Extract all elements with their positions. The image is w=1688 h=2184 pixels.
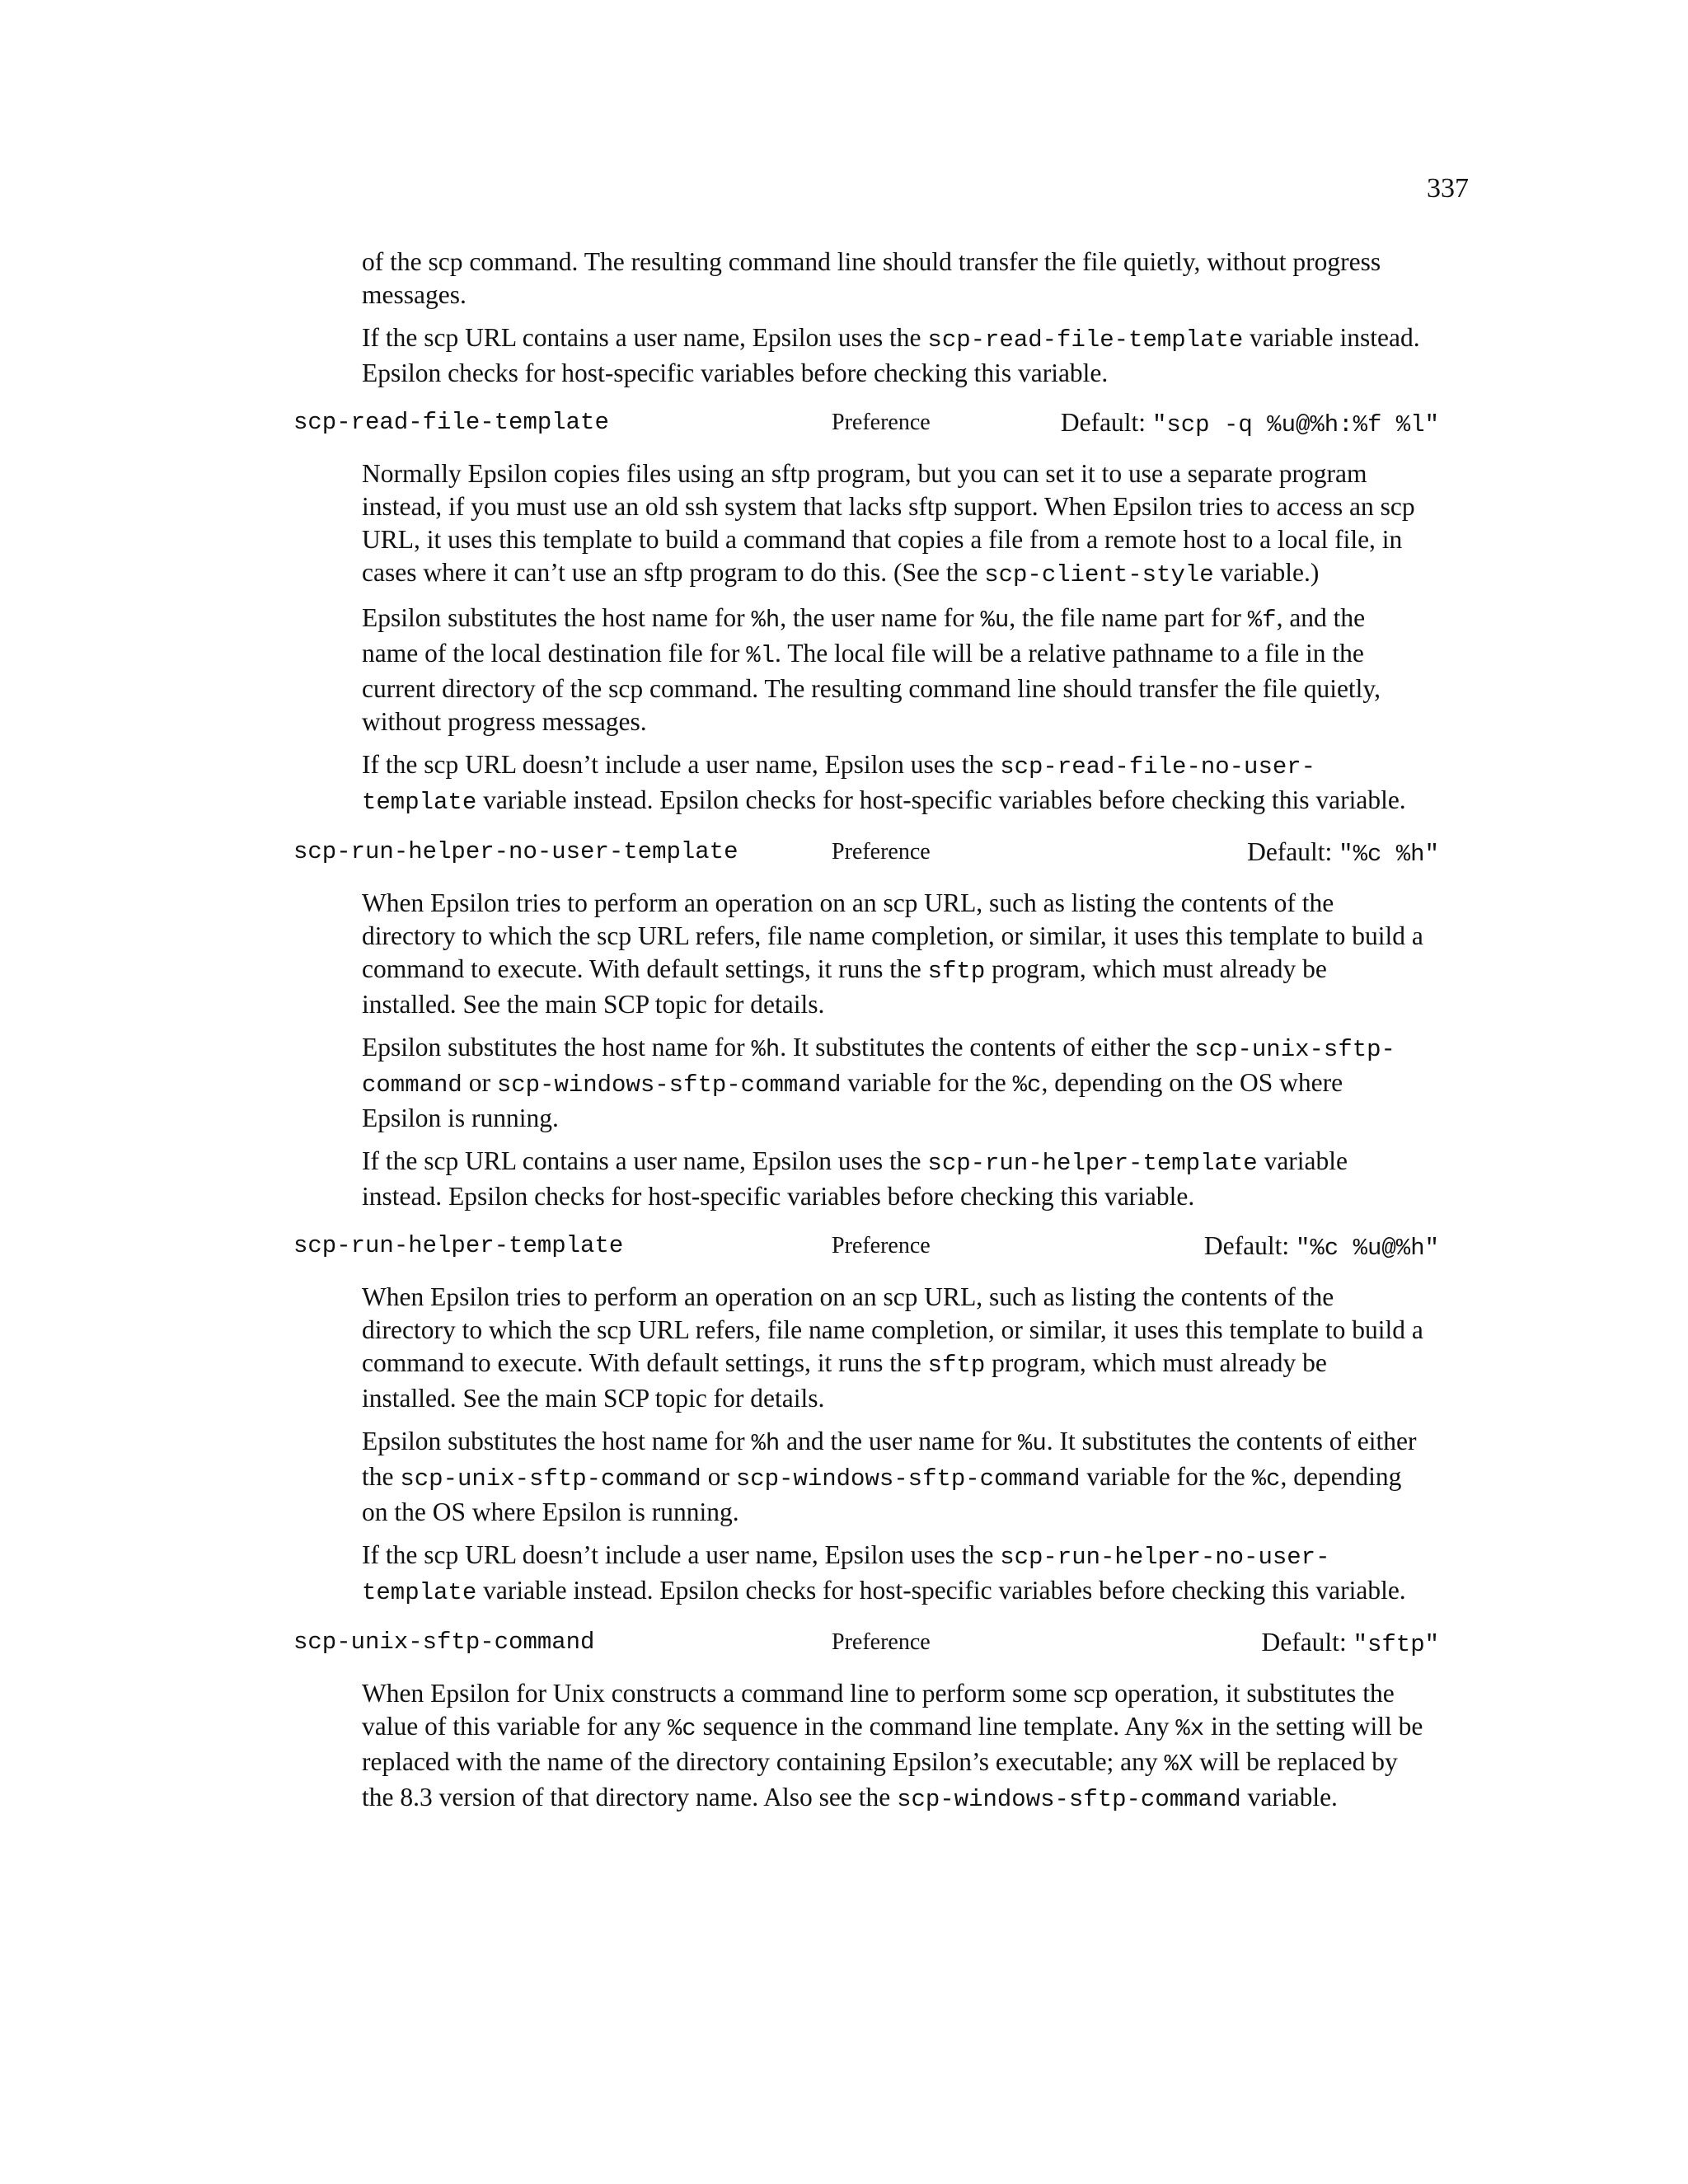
inline-code: %x <box>1175 1715 1205 1742</box>
body-paragraph <box>362 1145 1425 1213</box>
default-value <box>1061 406 1439 442</box>
body-paragraph <box>362 748 1425 819</box>
text-run: program, which must already be installed. See the main SCP topic for details. <box>362 1348 1327 1413</box>
default-value <box>1204 1230 1439 1265</box>
inline-code: scp-run-helper-template <box>927 1150 1258 1177</box>
variable-name: scp-run-helper-template <box>293 1232 624 1259</box>
text-run: Epsilon substitutes the host name for <box>362 1033 752 1062</box>
default-label: Default: <box>1203 1231 1296 1260</box>
variable-entry-header <box>293 1626 1439 1659</box>
inline-code: scp-windows-sftp-command <box>496 1071 842 1099</box>
body-paragraph <box>362 602 1425 738</box>
variable-name: scp-read-file-template <box>293 409 609 436</box>
inline-code: sftp <box>927 1352 986 1379</box>
text-run: of the scp command. The resulting command line should transfer the file quietly, without progress messages. <box>362 247 1381 309</box>
inline-code: %h <box>751 1430 781 1457</box>
inline-code: scp-windows-sftp-command <box>897 1786 1241 1813</box>
page-number: 337 <box>1427 173 1469 204</box>
text-run: variable. <box>1240 1783 1338 1811</box>
inline-code: %X <box>1164 1750 1193 1778</box>
text-run: variable instead. Epsilon checks for host-specific variables before checking this variable. <box>476 1576 1406 1605</box>
text-run: If the scp URL contains a user name, Epsilon uses the <box>362 323 928 352</box>
default-value-code: "sftp" <box>1353 1631 1439 1658</box>
default-value-code: "scp -q %u@%h:%f %l" <box>1151 411 1439 438</box>
text-run: If the scp URL doesn’t include a user name, Epsilon uses the <box>362 750 1001 779</box>
text-run: When Epsilon tries to perform an operation on an scp URL, such as listing the contents of the directory to which the scp URL refers, file name completion, or similar, it uses this template to build a command to execute. With default settings, it runs the <box>362 1282 1423 1377</box>
inline-code: sftp <box>927 958 986 985</box>
variable-kind: Preference <box>832 410 931 435</box>
inline-code: %u <box>1017 1430 1047 1457</box>
variable-entry-header <box>293 836 1439 869</box>
text-run: variable.) <box>1213 558 1320 587</box>
text-run: will be replaced by the 8.3 version of that directory name. Also see the <box>362 1747 1398 1811</box>
inline-code: %u <box>980 607 1010 634</box>
page-content <box>293 246 1439 1826</box>
text-run: variable instead. Epsilon checks for host-specific variables before checking this variable. <box>362 323 1420 387</box>
variable-kind: Preference <box>832 839 931 865</box>
text-run: sequence in the command line template. Any <box>696 1712 1176 1741</box>
default-value-code: "%c %h" <box>1339 841 1439 868</box>
body-paragraph <box>362 1031 1425 1135</box>
text-run: . It substitutes the contents of either the <box>780 1033 1195 1062</box>
variable-name: scp-unix-sftp-command <box>293 1629 595 1656</box>
inline-code: scp-read-file-template <box>927 326 1244 354</box>
text-run: program, which must already be installed. See the main SCP topic for details. <box>362 954 1327 1019</box>
default-value <box>1261 1626 1439 1661</box>
inline-code: %c <box>1012 1071 1042 1099</box>
text-run: If the scp URL contains a user name, Epsilon uses the <box>362 1146 928 1175</box>
inline-code: scp-unix-sftp-command <box>400 1465 701 1493</box>
default-value-code: "%c %u@%h" <box>1295 1235 1439 1262</box>
inline-code: scp-run-helper-no-user-template <box>362 1544 1330 1606</box>
inline-code: %c <box>1251 1465 1281 1493</box>
text-run: and the user name for <box>780 1427 1018 1455</box>
text-run: , depending on the OS where Epsilon is running. <box>362 1068 1343 1132</box>
body-paragraph <box>362 1539 1425 1610</box>
body-paragraph <box>362 1425 1425 1529</box>
body-paragraph <box>362 1281 1425 1415</box>
text-run: When Epsilon for Unix constructs a command line to perform some scp operation, it substitutes the value of this variable for any <box>362 1679 1395 1741</box>
text-run: , and the name of the local destination file for <box>362 603 1366 668</box>
default-label: Default: <box>1261 1628 1353 1657</box>
variable-name: scp-run-helper-no-user-template <box>293 838 738 865</box>
body-paragraph <box>362 887 1425 1021</box>
text-run: Epsilon substitutes the host name for <box>362 603 752 632</box>
inline-code: scp-read-file-no-user-template <box>362 753 1316 816</box>
text-run: variable for the <box>841 1068 1013 1097</box>
text-run: or <box>701 1462 736 1491</box>
body-paragraph <box>362 246 1425 312</box>
text-run: variable for the <box>1080 1462 1252 1491</box>
default-value <box>1247 836 1439 871</box>
variable-kind: Preference <box>832 1629 931 1655</box>
text-run: Normally Epsilon copies files using an sftp program, but you can set it to use a separate program instead, if you must use an old ssh system that lacks sftp support. When Epsilon tries to access an scp URL, it uses this template to build a command that copies a file from a remote host to a local file, in cases where it can’t use an sftp program to do this. (See the <box>362 459 1415 587</box>
text-run: . The local file will be a relative pathname to a file in the current directory of the scp command. The resulting command line should transfer the file quietly, without progress messages. <box>362 639 1381 736</box>
inline-code: %h <box>751 1036 781 1063</box>
text-run: or <box>462 1068 497 1097</box>
inline-code: %h <box>751 607 781 634</box>
inline-code: scp-unix-sftp-command <box>362 1036 1395 1099</box>
text-run: variable instead. Epsilon checks for host-specific variables before checking this variable. <box>362 1146 1348 1211</box>
text-run: in the setting will be replaced with the name of the directory containing Epsilon’s executable; any <box>362 1712 1423 1776</box>
inline-code: %c <box>667 1715 696 1742</box>
text-run: , depending on the OS where Epsilon is running. <box>362 1462 1402 1526</box>
text-run: If the scp URL doesn’t include a user name, Epsilon uses the <box>362 1540 1001 1569</box>
body-paragraph <box>362 321 1425 390</box>
text-run: , the user name for <box>780 603 981 632</box>
default-label: Default: <box>1060 408 1152 437</box>
inline-code: %f <box>1247 607 1277 634</box>
text-run: Epsilon substitutes the host name for <box>362 1427 752 1455</box>
variable-entry-header <box>293 406 1439 439</box>
body-paragraph <box>362 457 1425 592</box>
variable-entry-header <box>293 1230 1439 1263</box>
inline-code: scp-client-style <box>984 561 1214 588</box>
default-label: Default: <box>1247 837 1339 866</box>
text-run: variable instead. Epsilon checks for host-specific variables before checking this variable. <box>476 785 1406 814</box>
text-run: . It substitutes the contents of either the <box>362 1427 1417 1491</box>
inline-code: scp-windows-sftp-command <box>735 1465 1081 1493</box>
text-run: When Epsilon tries to perform an operation on an scp URL, such as listing the contents of the directory to which the scp URL refers, file name completion, or similar, it uses this template to build a command to execute. With default settings, it runs the <box>362 888 1423 983</box>
variable-kind: Preference <box>832 1233 931 1258</box>
inline-code: %l <box>746 642 776 669</box>
body-paragraph <box>362 1677 1425 1816</box>
text-run: , the file name part for <box>1009 603 1248 632</box>
